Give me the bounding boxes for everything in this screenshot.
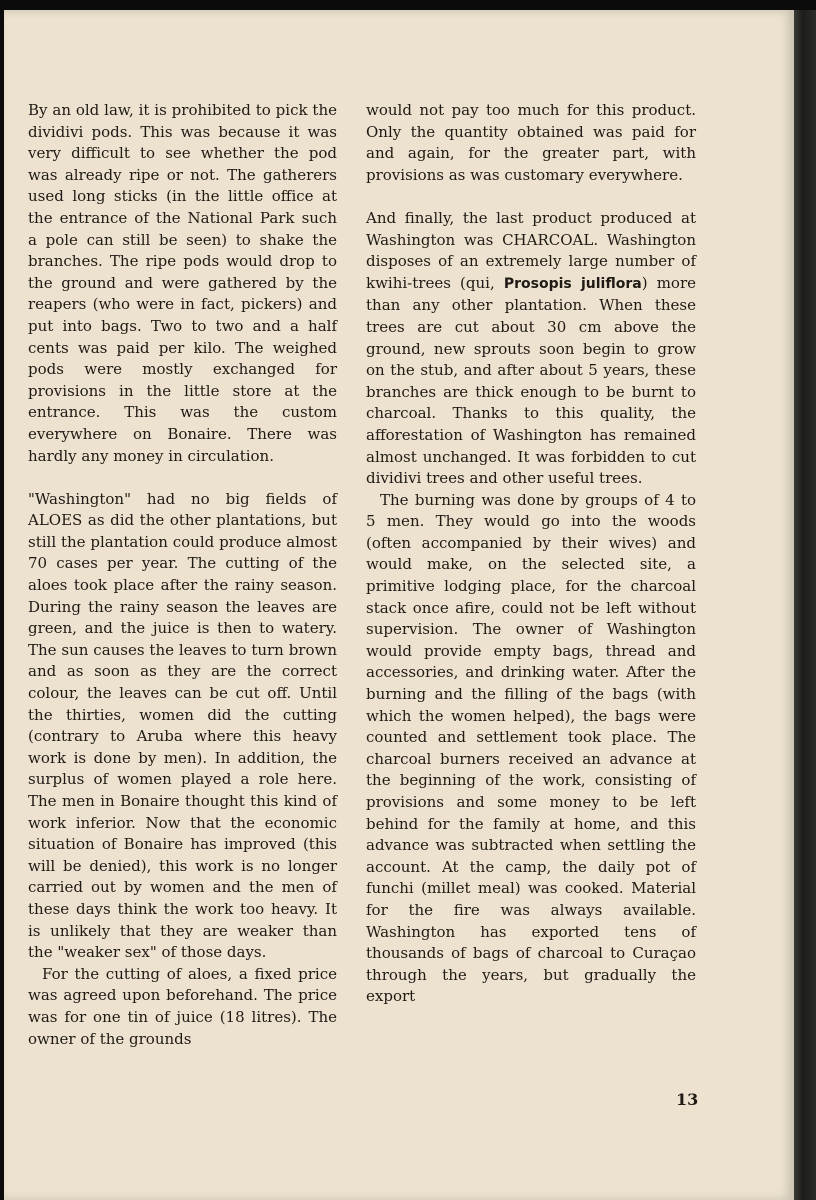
- paragraph-dividivi: By an old law, it is prohibited to pick the dividivi pods. This was because it was very difficult to see whether the pod was already ripe or not. The gatherers used long sticks (in the little office at the entrance of the National Park such a pole can still be seen) to shake the branches. The ripe pods would drop to the ground and were gathered by the reapers (who were in fact, pickers) and put into bags. Two to two and a half cents was paid per kilo. The weighed pods were mostly exchanged for provisions in the little store at the entrance. This was the custom everywhere on Bonaire. There was hardly any money in circulation.: [28, 101, 337, 465]
- paragraph-gap: [28, 467, 337, 489]
- right-column: [366, 100, 696, 1008]
- species-name: Prosopis juliflora: [503, 275, 642, 292]
- book-spine-edge: [794, 10, 816, 1200]
- left-column: [28, 100, 337, 1050]
- paragraph-continuation: would not pay too much for this product. Only the quantity obtained was paid for and again, for the greater part, with provisions as was customary everywhere.: [366, 101, 696, 184]
- paragraph-aloes-price: For the cutting of aloes, a fixed price was agreed upon beforehand. The price was for one tin of juice (18 litres). The owner of the grounds: [28, 964, 337, 1048]
- page-number: 13: [676, 1090, 699, 1109]
- paragraph-charcoal: [366, 208, 696, 490]
- charcoal-text-a: And finally, the last product produced at Washington was CHARCOAL. Washington disposes of an extremely large number of kwihi-trees (qui,: [366, 208, 696, 292]
- charcoal-text-b: ) more than any other plantation. When these trees are cut about 30 cm above the ground, new sprouts soon begin to grow on the stub, and after about 5 years, these branches are thick enough to be burnt to charcoal. Thanks to this quality, the afforestation of Washington has remained almost unchanged. It was forbidden to cut dividivi trees and other useful trees.: [366, 273, 696, 488]
- paragraph-burning: The burning was done by groups of 4 to 5 men. They would go into the woods (often accompanied by their wives) and would make, on the selected site, a primitive lodging place, for the charcoal stack once afire, could not be left without supervision. The owner of Washington would provide empty bags, thread and accessories, and drinking water. After the burning and the filling of the bags (with which the women helped), the bags were counted and settlement took place. The charcoal burners received an advance at the beginning of the work, consisting of provisions and some money to be left behind for the family at home, and this advance was subtracted when settling the account. At the camp, the daily pot of funchi (millet meal) was cooked. Material for the fire was always available. Washington has exported tens of thousands of bags of charcoal to Curaçao through the years, but gradually the export: [366, 490, 696, 1006]
- paragraph-aloes: "Washington" had no big fields of ALOES as did the other plantations, but still the plantation could produce almost 70 cases per year. The cutting of the aloes took place after the rainy season. During the rainy season the leaves are green, and the juice is then to watery. The sun causes the leaves to turn brown and as soon as they are the correct colour, the leaves can be cut off. Until the thirties, women did the cutting (contrary to Aruba where this heavy work is done by men). In addition, the surplus of women played a role here. The men in Bonaire thought this kind of work inferior. Now that the economic situation of Bonaire has improved (this will be denied), this work is no longer carried out by women and the men of these days think the work too heavy. It is unlikely that they are weaker than the "weaker sex" of those days.: [28, 489, 337, 962]
- book-page: [4, 10, 794, 1200]
- paragraph-gap: [366, 186, 696, 208]
